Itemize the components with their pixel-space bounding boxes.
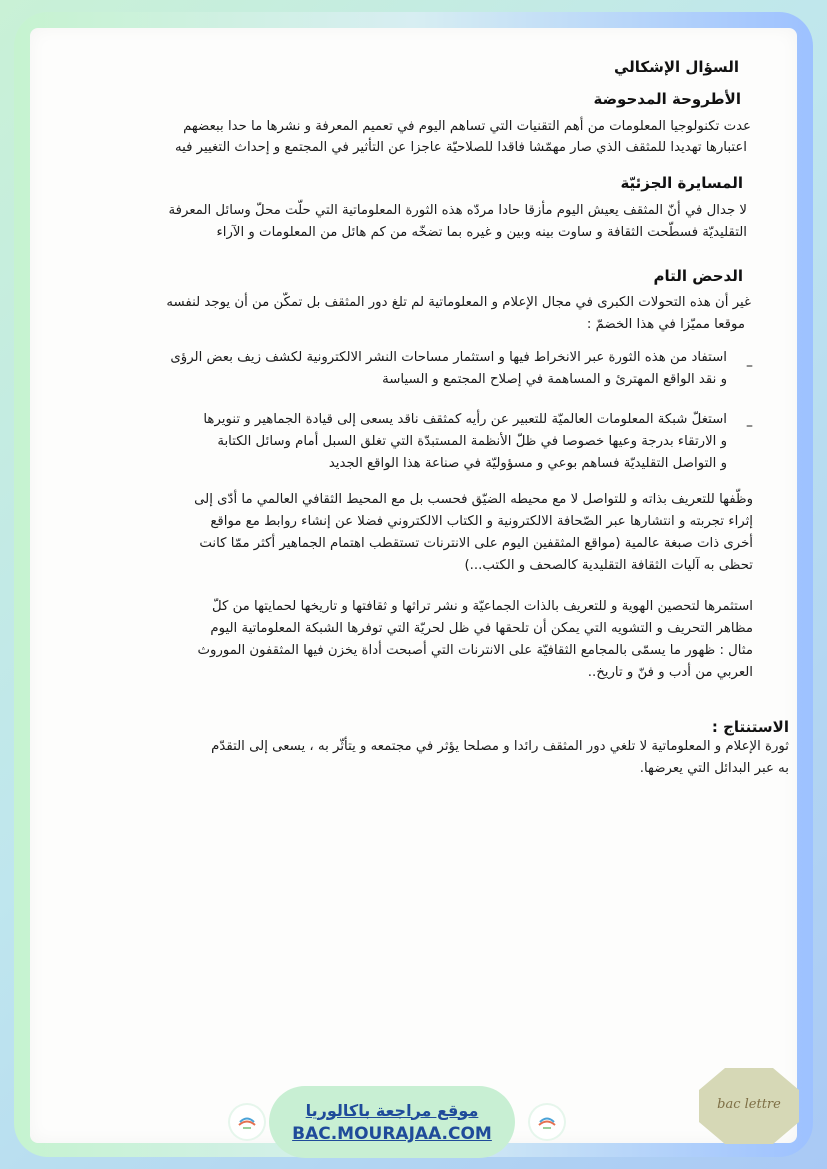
bullet-4-line-4: العربي من أدب و فنّ و تاريخ..: [587, 665, 753, 680]
bullet-3-line-3: أخرى ذات صبغة عالمية (مواقع المثقفين اليوم على الانترنات تستقطب اهتمام الجماهير أكثر ممّا كانت: [199, 536, 753, 551]
conclusion-line-1: ثورة الإعلام و المعلوماتية لا تلغي دور المثقف رائدا و مصلحا يؤثر في مجتمعه و يتأثّر به ، يسعى إلى التقدّم: [211, 739, 789, 754]
bullet-dash: –: [746, 418, 753, 434]
book-icon: [530, 1105, 564, 1139]
book-icon: [230, 1105, 264, 1139]
thesis-line-2: اعتبارها تهديدا للمثقف الذي صار مهمّشا فاقدا للصلاحيّة عاجزا عن التأثير في المجتمع و إحداث التغيير فيه: [174, 140, 747, 155]
partial-line-2: التقليديّة فسطّحت الثقافة و ساوت بينه وبين و غيره بما تضخّه من كم هائل من المعلومات و الآراء: [216, 225, 747, 240]
bullet-dash: –: [746, 358, 753, 374]
partial-line-1: لا جدال في أنّ المثقف يعيش اليوم مأزقا حادا مردّه هذه الثورة المعلوماتية التي حلّت محلّ وسائل المعرفة: [168, 203, 747, 218]
rebuttal-intro-line-1: غير أن هذه التحولات الكبرى في مجال الإعلام و المعلوماتية لم تلغ دور المثقف بل تمكّن من أن يوجد لنفسه: [166, 295, 751, 310]
bac-lettre-badge: [697, 1066, 801, 1146]
bullet-3-line-2: إثراء تجربته و انتشارها عبر الصّحافة الالكترونية و الكتاب الالكتروني فضلا عن إنشاء روابط مع مواقع: [210, 514, 753, 529]
bullet-3-line-4: تحظى به آليات الثقافة التقليدية كالصحف و الكتب...): [464, 558, 753, 573]
bullet-2-line-3: و التواصل التقليديّة فساهم بوعي و مسؤوليّة في صناعة هذا الواقع الجديد: [328, 456, 727, 471]
bullet-3-line-1: وظّفها للتعريف بذاته و للتواصل لا مع محيطه الضيّق فحسب بل مع المحيط الثقافي العالمي ما أدّى إلى: [194, 492, 753, 507]
document-body: [30, 28, 797, 1143]
site-ribbon[interactable]: [269, 1086, 515, 1158]
conclusion-line-2: به عبر البدائل التي يعرضها.: [639, 761, 789, 776]
partial-title: المسايرة الجزئيّة: [620, 174, 743, 192]
bullet-4-line-3: مثال : ظهور ما يسمّى بالمجامع الثقافيّة على الانترنات التي أصبحت أداة يخزن فيها المثقفون الموروث: [197, 643, 753, 658]
bullet-1-line-2: و نقد الواقع المهترئ و المساهمة في إصلاح المجتمع و السياسة: [382, 372, 727, 387]
bullet-2-line-2: و الارتقاء بدرجة وعيها خصوصا في ظلّ الأنظمة المستبدّة التي تغلق السبل أمام وسائل الكتابة: [217, 434, 727, 449]
question-heading-partial: السؤال الإشكالي: [613, 58, 739, 76]
site-logo-left: [230, 1105, 264, 1139]
site-logo-right: [530, 1105, 564, 1139]
bullet-4-line-1: استثمرها لتحصين الهوية و للتعريف بالذات الجماعيّة و نشر تراثها و ثقافتها و تاريخها لحمايتها من كلّ: [211, 599, 753, 614]
document-page: [30, 28, 797, 1143]
rebuttal-intro-line-2: موقعا مميّزا في هذا الخضمّ :: [586, 317, 745, 332]
bullet-1-line-1: استفاد من هذه الثورة عبر الانخراط فيها و استثمار مساحات النشر الالكترونية لكشف زيف بعض الرؤى: [170, 350, 727, 365]
badge-text: bac lettre: [717, 1097, 781, 1112]
bullet-4-line-2: مظاهر التحريف و التشويه التي يمكن أن تلحقها في ظل لحريّة التي توفرها الشبكة المعلوماتية اليوم: [210, 621, 753, 636]
thesis-title: الأطروحة المدحوضة: [593, 90, 741, 108]
rebuttal-title: الدحض التام: [653, 267, 743, 285]
bullet-2-line-1: استغلّ شبكة المعلومات العالميّة للتعبير عن رأيه كمثقف ناقد يسعى إلى قيادة الجماهير و تنويرها: [203, 412, 727, 427]
site-url-link[interactable]: BAC.MOURAJAA.COM: [292, 1123, 492, 1144]
conclusion-title: الاستنتاج :: [711, 718, 789, 736]
thesis-line-1: عدت تكنولوجيا المعلومات من أهم التقنيات التي تساهم اليوم في تعميم المعرفة و نشرها ما حدا ببعضهم: [183, 119, 751, 134]
site-name-link[interactable]: موقع مراجعة باكالوريا: [305, 1100, 479, 1120]
